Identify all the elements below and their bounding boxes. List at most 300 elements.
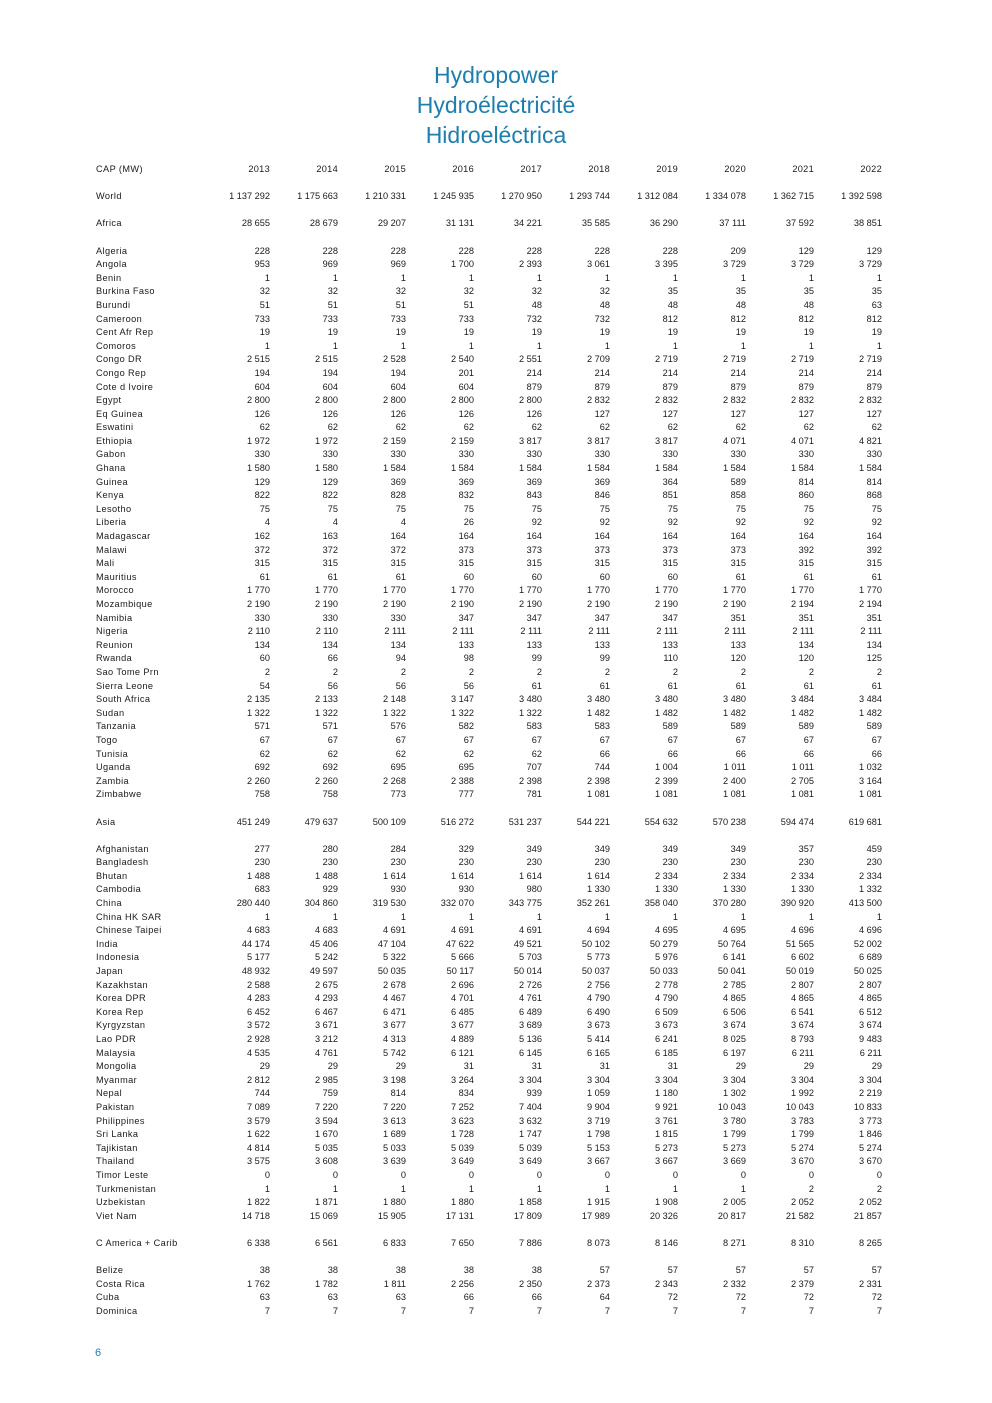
table-cell: 4 683 xyxy=(315,925,338,936)
table-cell: 228 xyxy=(526,245,542,256)
row-label: Tanzania xyxy=(96,721,136,732)
table-cell: 604 xyxy=(322,381,338,392)
table-cell: 1 580 xyxy=(247,463,270,474)
table-cell: 3 649 xyxy=(519,1156,542,1167)
table-cell: 3 613 xyxy=(383,1115,406,1126)
table-cell: 3 480 xyxy=(655,694,678,705)
table-cell: 228 xyxy=(458,245,474,256)
table-cell: 2 807 xyxy=(859,979,882,990)
table-row xyxy=(96,217,882,231)
table-cell: 1 xyxy=(468,340,474,351)
table-cell: 10 043 xyxy=(785,1101,814,1112)
table-cell: 2 388 xyxy=(451,775,474,786)
row-label: Burkina Faso xyxy=(96,286,155,297)
table-cell: 94 xyxy=(395,653,406,664)
table-cell: 133 xyxy=(730,639,746,650)
table-cell: 32 xyxy=(599,286,610,297)
table-cell: 812 xyxy=(730,313,746,324)
table-cell: 75 xyxy=(871,503,882,514)
table-cell: 1 xyxy=(808,340,814,351)
table-row xyxy=(96,924,882,938)
table-cell: 0 xyxy=(740,1169,746,1180)
row-label: Liberia xyxy=(96,517,127,528)
table-cell: 1 799 xyxy=(791,1129,814,1140)
row-label: Belize xyxy=(96,1265,124,1276)
table-cell: 2 256 xyxy=(451,1278,474,1289)
table-cell: 571 xyxy=(322,721,338,732)
table-cell: 17 809 xyxy=(513,1210,542,1221)
row-label: Costa Rica xyxy=(96,1278,145,1289)
table-cell: 2 928 xyxy=(247,1034,270,1044)
table-cell: 230 xyxy=(594,857,610,868)
table-cell: 7 xyxy=(332,1305,338,1316)
table-cell: 8 271 xyxy=(723,1237,746,1248)
table-cell: 1 xyxy=(672,911,678,922)
row-label: Angola xyxy=(96,259,128,270)
table-cell: 351 xyxy=(866,612,882,623)
table-cell: 347 xyxy=(594,612,610,623)
table-cell: 7 089 xyxy=(247,1101,270,1112)
table-cell: 1 011 xyxy=(791,762,814,773)
table-cell: 125 xyxy=(866,653,882,664)
table-cell: 1 482 xyxy=(655,707,678,718)
table-cell: 2 190 xyxy=(519,599,542,609)
table-cell: 879 xyxy=(662,381,678,392)
table-cell: 201 xyxy=(458,367,474,378)
row-label: Turkmenistan xyxy=(96,1183,157,1194)
table-cell: 2 800 xyxy=(451,395,474,406)
table-cell: 75 xyxy=(259,503,270,514)
table-cell: 8 073 xyxy=(587,1237,610,1248)
table-cell: 2 832 xyxy=(587,395,610,406)
table-cell: 1 915 xyxy=(587,1197,610,1208)
table-cell: 3 480 xyxy=(587,694,610,705)
table-row xyxy=(96,258,882,272)
row-label: Benin xyxy=(96,272,122,283)
table-cell: 37 592 xyxy=(785,218,814,229)
table-cell: 3 572 xyxy=(247,1020,270,1031)
table-row xyxy=(96,1047,882,1061)
table-cell: 6 833 xyxy=(383,1237,406,1248)
table-cell: 2 005 xyxy=(723,1197,746,1208)
table-cell: 315 xyxy=(594,558,610,569)
table-cell: 858 xyxy=(730,490,746,501)
table-row xyxy=(96,598,882,612)
table-row xyxy=(96,612,882,626)
table-cell: 692 xyxy=(254,762,270,773)
table-cell: 1 770 xyxy=(247,585,270,596)
table-cell: 3 264 xyxy=(451,1074,474,1085)
table-cell: 20 326 xyxy=(649,1210,678,1221)
table-cell: 319 530 xyxy=(372,898,406,909)
table-cell: 1 xyxy=(604,911,610,922)
table-cell: 60 xyxy=(667,571,678,582)
table-cell: 733 xyxy=(254,313,270,324)
table-cell: 61 xyxy=(871,680,882,691)
table-cell: 62 xyxy=(327,422,338,433)
table-cell: 133 xyxy=(526,639,542,650)
table-cell: 373 xyxy=(458,544,474,555)
table-cell: 619 681 xyxy=(848,816,882,827)
table-cell: 3 674 xyxy=(859,1020,882,1031)
table-cell: 1 770 xyxy=(723,585,746,596)
table-row xyxy=(96,639,882,653)
table-row xyxy=(96,1169,882,1183)
year-header: 2022 xyxy=(860,164,882,174)
row-label: Africa xyxy=(96,218,122,229)
table-cell: 390 920 xyxy=(780,898,814,909)
table-cell: 67 xyxy=(599,734,610,745)
table-cell: 2 194 xyxy=(791,599,814,609)
table-cell: 4 696 xyxy=(859,925,882,936)
table-row xyxy=(96,1264,882,1278)
table-cell: 1 482 xyxy=(723,707,746,718)
table-cell: 6 509 xyxy=(655,1006,678,1017)
table-cell: 50 035 xyxy=(377,966,406,977)
table-cell: 759 xyxy=(322,1088,338,1099)
table-cell: 7 xyxy=(672,1305,678,1316)
table-cell: 1 302 xyxy=(723,1088,746,1099)
table-cell: 60 xyxy=(259,653,270,664)
table-cell: 3 304 xyxy=(791,1074,814,1085)
table-cell: 4 814 xyxy=(247,1142,270,1153)
table-cell: 5 153 xyxy=(587,1142,610,1153)
table-cell: 62 xyxy=(463,748,474,759)
year-header: 2016 xyxy=(452,164,474,174)
table-cell: 347 xyxy=(458,612,474,623)
table-cell: 4 535 xyxy=(247,1047,270,1058)
table-cell: 60 xyxy=(531,571,542,582)
table-cell: 330 xyxy=(254,612,270,623)
table-cell: 357 xyxy=(798,843,814,854)
table-cell: 2 190 xyxy=(383,599,406,609)
row-spacer xyxy=(96,829,882,843)
table-cell: 1 xyxy=(264,911,270,922)
table-cell: 330 xyxy=(322,449,338,460)
row-label: Japan xyxy=(96,966,124,977)
table-cell: 1 858 xyxy=(519,1197,542,1208)
table-cell: 3 671 xyxy=(315,1020,338,1031)
table-cell: 2 709 xyxy=(587,354,610,365)
row-label: Ghana xyxy=(96,463,126,474)
table-row xyxy=(96,625,882,639)
table-cell: 330 xyxy=(594,449,610,460)
table-cell: 3 304 xyxy=(587,1074,610,1085)
table-cell: 2 111 xyxy=(656,626,678,637)
table-cell: 66 xyxy=(531,1292,542,1303)
table-cell: 1 xyxy=(468,272,474,283)
table-cell: 6 121 xyxy=(451,1047,474,1058)
row-label: Kenya xyxy=(96,490,125,501)
table-cell: 6 145 xyxy=(519,1047,542,1058)
table-cell: 1 770 xyxy=(315,585,338,596)
table-cell: 1 811 xyxy=(383,1278,406,1289)
table-cell: 1 059 xyxy=(587,1088,610,1099)
table-cell: 5 039 xyxy=(451,1142,474,1153)
table-cell: 4 696 xyxy=(791,925,814,936)
table-cell: 35 xyxy=(803,286,814,297)
row-label: Uzbekistan xyxy=(96,1197,146,1208)
table-row xyxy=(96,1278,882,1292)
table-cell: 20 817 xyxy=(717,1210,746,1221)
page-titles xyxy=(0,60,992,150)
table-cell: 1 482 xyxy=(859,707,882,718)
table-row xyxy=(96,367,882,381)
table-cell: 66 xyxy=(327,653,338,664)
row-label: Comoros xyxy=(96,340,137,351)
table-cell: 4 865 xyxy=(791,993,814,1004)
table-cell: 92 xyxy=(803,517,814,528)
table-cell: 62 xyxy=(531,748,542,759)
table-row xyxy=(96,313,882,327)
unit-label: CAP (MW) xyxy=(96,164,143,174)
table-cell: 1 782 xyxy=(315,1278,338,1289)
row-spacer xyxy=(96,1251,882,1265)
table-cell: 930 xyxy=(390,884,406,895)
table-cell: 1 322 xyxy=(383,707,406,718)
table-cell: 315 xyxy=(322,558,338,569)
table-cell: 214 xyxy=(730,367,746,378)
table-row xyxy=(96,938,882,952)
table-cell: 969 xyxy=(390,259,406,270)
table-cell: 500 109 xyxy=(372,816,406,827)
table-cell: 4 695 xyxy=(655,925,678,936)
table-cell: 51 xyxy=(327,299,338,310)
table-cell: 2 111 xyxy=(724,626,746,637)
table-cell: 369 xyxy=(526,476,542,487)
table-cell: 1 614 xyxy=(587,870,610,881)
table-cell: 6 338 xyxy=(247,1237,270,1248)
table-row xyxy=(96,761,882,775)
table-cell: 2 334 xyxy=(655,870,678,881)
table-row xyxy=(96,1210,882,1224)
table-cell: 75 xyxy=(803,503,814,514)
table-cell: 50 014 xyxy=(513,966,542,977)
table-cell: 2 800 xyxy=(519,395,542,406)
table-cell: 1 xyxy=(740,1183,746,1194)
table-cell: 2 133 xyxy=(315,694,338,705)
table-cell: 5 242 xyxy=(315,952,338,963)
table-cell: 9 921 xyxy=(655,1101,678,1112)
table-cell: 72 xyxy=(735,1292,746,1303)
table-cell: 1 xyxy=(740,272,746,283)
table-cell: 2 398 xyxy=(519,775,542,786)
table-cell: 2 985 xyxy=(315,1074,338,1085)
table-cell: 164 xyxy=(866,531,882,542)
table-cell: 1 xyxy=(468,1183,474,1194)
table-cell: 72 xyxy=(803,1292,814,1303)
table-cell: 38 xyxy=(395,1265,406,1276)
table-cell: 2 xyxy=(808,1183,814,1194)
table-cell: 126 xyxy=(458,408,474,419)
table-cell: 67 xyxy=(463,734,474,745)
table-cell: 814 xyxy=(390,1088,406,1099)
table-cell: 2 xyxy=(808,666,814,677)
table-cell: 2 159 xyxy=(383,435,406,446)
table-cell: 732 xyxy=(526,313,542,324)
table-cell: 36 290 xyxy=(649,218,678,229)
table-cell: 7 xyxy=(876,1305,882,1316)
table-cell: 2 111 xyxy=(452,626,474,637)
row-label: Tunisia xyxy=(96,748,129,759)
table-cell: 479 637 xyxy=(304,816,338,827)
table-cell: 822 xyxy=(254,490,270,501)
row-label: Bhutan xyxy=(96,870,128,881)
table-cell: 62 xyxy=(259,748,270,759)
table-cell: 516 272 xyxy=(440,816,474,827)
table-cell: 67 xyxy=(327,734,338,745)
table-cell: 2 111 xyxy=(384,626,406,637)
table-cell: 5 273 xyxy=(723,1142,746,1153)
table-cell: 2 528 xyxy=(383,354,406,365)
table-cell: 3 817 xyxy=(655,435,678,446)
table-cell: 50 019 xyxy=(785,966,814,977)
table-cell: 1 xyxy=(332,272,338,283)
table-cell: 4 467 xyxy=(383,993,406,1004)
table-cell: 1 004 xyxy=(655,762,678,773)
table-cell: 2 xyxy=(740,666,746,677)
table-cell: 5 703 xyxy=(519,952,542,963)
table-cell: 75 xyxy=(735,503,746,514)
row-label: Mongolia xyxy=(96,1061,137,1072)
table-cell: 29 xyxy=(871,1061,882,1072)
table-cell: 2 110 xyxy=(315,626,338,637)
table-row xyxy=(96,775,882,789)
table-cell: 19 xyxy=(871,327,882,338)
table-cell: 5 273 xyxy=(655,1142,678,1153)
row-label: Congo DR xyxy=(96,354,143,365)
table-row xyxy=(96,571,882,585)
table-cell: 4 xyxy=(264,517,270,528)
title-spanish: Hidroeléctrica xyxy=(425,122,567,148)
row-label: Sao Tome Prn xyxy=(96,666,159,677)
row-label: Myanmar xyxy=(96,1074,138,1085)
table-cell: 51 565 xyxy=(785,938,814,949)
table-cell: 1 747 xyxy=(519,1129,542,1140)
table-cell: 62 xyxy=(871,422,882,433)
table-cell: 126 xyxy=(254,408,270,419)
table-cell: 1 584 xyxy=(383,463,406,474)
table-cell: 6 197 xyxy=(723,1047,746,1058)
table-cell: 4 683 xyxy=(247,925,270,936)
row-label: World xyxy=(96,191,122,202)
table-cell: 48 xyxy=(599,299,610,310)
table-cell: 1 xyxy=(876,272,882,283)
table-cell: 66 xyxy=(463,1292,474,1303)
table-cell: 1 770 xyxy=(451,585,474,596)
table-cell: 194 xyxy=(254,367,270,378)
table-cell: 61 xyxy=(803,680,814,691)
table-cell: 1 330 xyxy=(655,884,678,895)
table-cell: 8 146 xyxy=(655,1237,678,1248)
table-cell: 228 xyxy=(322,245,338,256)
table-cell: 38 xyxy=(463,1265,474,1276)
table-cell: 29 xyxy=(327,1061,338,1072)
table-cell: 133 xyxy=(662,639,678,650)
table-cell: 2 756 xyxy=(587,979,610,990)
table-cell: 3 480 xyxy=(723,694,746,705)
table-cell: 8 265 xyxy=(859,1237,882,1248)
table-cell: 67 xyxy=(531,734,542,745)
table-cell: 2 219 xyxy=(859,1088,882,1099)
table-cell: 4 071 xyxy=(723,435,746,446)
table-cell: 1 081 xyxy=(655,789,678,800)
row-label: Nigeria xyxy=(96,626,128,637)
table-cell: 1 xyxy=(264,272,270,283)
table-cell: 3 395 xyxy=(655,259,678,270)
table-cell: 3 677 xyxy=(383,1020,406,1031)
table-cell: 63 xyxy=(259,1292,270,1303)
table-cell: 50 033 xyxy=(649,966,678,977)
table-cell: 57 xyxy=(735,1265,746,1276)
row-label: Indonesia xyxy=(96,952,140,963)
table-cell: 1 081 xyxy=(859,789,882,800)
table-cell: 1 482 xyxy=(791,707,814,718)
table-cell: 330 xyxy=(798,449,814,460)
table-cell: 2 110 xyxy=(247,626,270,637)
table-cell: 330 xyxy=(730,449,746,460)
table-row xyxy=(96,1237,882,1251)
table-cell: 2 719 xyxy=(723,354,746,365)
row-label: Cambodia xyxy=(96,884,142,895)
table-cell: 3 729 xyxy=(791,259,814,270)
table-cell: 63 xyxy=(871,299,882,310)
table-cell: 31 xyxy=(463,1061,474,1072)
table-cell: 134 xyxy=(254,639,270,650)
table-row xyxy=(96,788,882,802)
table-cell: 3 669 xyxy=(723,1156,746,1167)
table-cell: 35 xyxy=(871,286,882,297)
table-row xyxy=(96,1115,882,1129)
table-cell: 1 xyxy=(740,340,746,351)
table-cell: 164 xyxy=(594,531,610,542)
table-cell: 2 800 xyxy=(247,395,270,406)
table-cell: 0 xyxy=(332,1169,338,1180)
table-cell: 1 584 xyxy=(859,463,882,474)
table-cell: 19 xyxy=(803,327,814,338)
table-row xyxy=(96,408,882,422)
table-cell: 2 400 xyxy=(723,775,746,786)
table-cell: 44 174 xyxy=(241,938,270,949)
table-cell: 1 xyxy=(808,272,814,283)
table-cell: 4 761 xyxy=(315,1047,338,1058)
table-cell: 2 588 xyxy=(247,979,270,990)
table-cell: 8 793 xyxy=(791,1034,814,1044)
table-cell: 1 xyxy=(536,1183,542,1194)
table-cell: 194 xyxy=(322,367,338,378)
table-cell: 1 011 xyxy=(723,762,746,773)
table-cell: 164 xyxy=(662,531,678,542)
table-cell: 1 972 xyxy=(315,435,338,446)
table-cell: 4 xyxy=(400,517,406,528)
table-cell: 15 905 xyxy=(377,1210,406,1221)
row-label: Zimbabwe xyxy=(96,789,142,800)
table-row xyxy=(96,748,882,762)
table-cell: 6 185 xyxy=(655,1047,678,1058)
table-cell: 2 373 xyxy=(587,1278,610,1289)
row-label: Uganda xyxy=(96,762,131,773)
table-cell: 75 xyxy=(463,503,474,514)
table-cell: 3 484 xyxy=(791,694,814,705)
table-cell: 604 xyxy=(390,381,406,392)
row-label: China HK SAR xyxy=(96,911,162,922)
year-header: 2020 xyxy=(724,164,746,174)
table-cell: 280 440 xyxy=(236,898,270,909)
table-cell: 1 334 078 xyxy=(705,191,746,202)
table-cell: 4 691 xyxy=(519,925,542,936)
table-cell: 214 xyxy=(526,367,542,378)
title-french: Hydroélectricité xyxy=(416,92,576,118)
